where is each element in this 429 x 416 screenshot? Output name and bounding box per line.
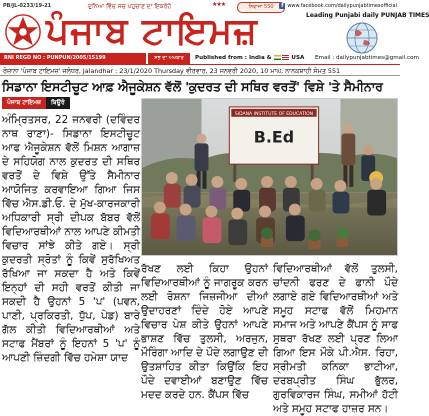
star-logo-icon [4, 13, 42, 51]
byline-source: ਪੰਜਾਬ ਟਾਇਮਜ਼ [2, 97, 46, 109]
rni-registration: RNI REGD NO : PUNPUN/2005/15199 [0, 53, 146, 64]
facebook-icon: f [281, 3, 284, 9]
facebook-link[interactable] [279, 3, 397, 9]
group-photo [141, 98, 398, 256]
stars-decoration: ★★★ [212, 1, 226, 8]
right-tagline: Leading Punjabi daily PUNJAB TIMES [306, 12, 429, 19]
article-column-1 [2, 97, 140, 400]
masthead [0, 0, 429, 78]
article-body-col1: ਅੰਮ੍ਰਿਤਸਰ, 22 ਜਨਵਰੀ (ਦਵਿੰਦਰ ਨਾਥ ਰਾਣਾ)- ਸਿਡਾਨਾ ਇਸਟੀਚੂਟ ਆਫ ਐਜੂਕੇਸ਼ਨ ਵੱਲੋਂ ਮਿਸ਼ਨ ਆਗਾਜ਼ ਦੇ ਸਹਿਯੋਗ ਨਾਲ ਕੁਦਰਤ ਦੀ ਸਥਿਰ ਵਰਤੋਂ ਦੇ ਵਿਸ਼ੇ ਉੱਤੇ ਸੈਮੀਨਾਰ ਆਯੋਜਿਤ ਕਰਵਾਇਆ ਗਿਆ ਜਿਸ ਵਿੱਚ ਐਸ.ਡੀ.ਓ. ਦੇ ਮੁੱਖ-ਕਾਰਜਕਾਰੀ ਅਧਿਕਾਰੀ ਸ੍ਰੀ ਦੀਪਕ ਬੱਬਰ ਵੱਲੋਂ ਵਿਦਿਆਰਥੀਆਂ ਨਾਲ ਆਪਣੇ ਕੀਮਤੀ ਵਿਚਾਰ ਸਾਂਝੇ ਕੀਤੇ ਗਏ। ਸ੍ਰੀ ਕੁਦਰਤੀ ਸ੍ਰੋਤਾਂ ਨੂੰ ਕਿਵੇਂ ਸੁਰੱਖਿਅਤ ਰੱਖਿਆ ਜਾ ਸਕਦਾ ਹੈ ਅਤੇ ਕਿਵੇਂ ਇਨ੍ਹਾਂ ਦੀ ਸਹੀ ਵਰਤੋਂ ਕੀਤੀ ਜਾ ਸਕਦੀ ਹੈ ਉਹਨਾਂ 5 'ਪ' (ਪਵਨ, ਪਾਣੀ, ਪ੍ਰਕਿਰਤੀ, ਧੁੱਪ, ਪੇਡ) ਬਾਰੇ ਗੱਲ ਕੀਤੀ ਵਿਦਿਆਰਥੀਆਂ ਅਤੇ ਸਟਾਫ ਮੈਂਬਰਾਂ ਨੂੰ ਇਹਨਾਂ 5 'ਪ' ਨੂੰ ਆਪਣੀ ਜ਼ਿੰਦਗੀ ਵਿੱਚ ਹਮੇਸ਼ਾ ਯਾਦ [2, 114, 140, 364]
facebook-url: www.facebook.com/dailypunjabtimesofficial [287, 3, 397, 9]
usa-text: USA [291, 55, 305, 61]
sign-text-line2: B.Ed [253, 127, 295, 147]
usa-flag-icon [282, 55, 289, 60]
india-flag-icon [274, 55, 281, 60]
globe-icon [342, 21, 382, 55]
article-column-3 [273, 262, 398, 415]
article-column-2 [141, 262, 268, 400]
sign-text-line1: SIDANA INSTITUTE OF EDUCATION [234, 111, 314, 117]
email-address: Email : dailypunjabtimes@gmail.com [315, 55, 419, 61]
article-headline: ਸਿਡਾਨਾ ਇਸਟੀਚੂਟ ਆਫ਼ ਐਜੂਕੇਸ਼ਨ ਵੱਲੋਂ 'ਕੁਦਰਤ ਦੀ ਸਥਿਰ ਵਰਤੋਂ' ਵਿਸ਼ੇ 'ਤੇ ਸੈਮੀਨਾਰ [2, 79, 383, 94]
newspaper-title: ਪੰਜਾਬ ਟਾਇਮਜ਼ [46, 10, 258, 52]
published-from [195, 55, 304, 61]
article-body-col2: ਰੱਖਣ ਲਈ ਕਿਹਾ ਉਹਨਾਂ ਵਿਦਿਆਰਥੀਆਂ ਨੂੰ ਜਾਗਰੂਕ ਕਰਨ ਲਈ ਰੋਸ਼ਨਾ ਜਿਜ਼ਜੀਆ ਦੀਆਂ ਉਦਾਹਰਣਾਂ ਦਿੰਦੇ ਹੋਏ ਆਪਣੇ ਵਿਚਾਰ ਪੇਸ਼ ਕੀਤੇ ਉਹਨਾਂ ਆਪਣੇ ਭਾਸ਼ਣ ਵਿੱਚ ਤੁਲਸੀ, ਅਰਜੁਨ, ਮੌਰਿੰਗਾ ਆਦਿ ਦੇ ਪੌਦੇ ਲਗਾਉਣ ਦੀ ਉਤਸ਼ਾਹਿਤ ਕੀਤਾ ਕਿਉਂਕਿ ਇਹ ਪੌਦੇ ਦਵਾਈਆਂ ਬਣਾਉਣ ਵਿੱਚ ਮਦਦ ਕਰਦੇ ਹਨ. ਕੈਂਪਸ ਵਿੱਚ [141, 263, 268, 401]
dateline: ਰੋਜ਼ਾਨਾ 'ਪੰਜਾਬ ਟਾਇਮਜ਼' ਜਲੰਧਰ, Jalandhar : 23/1/2020 Thursday ਵੀਰਵਾਰ, 23 ਜਨਵਰੀ 2020, 10 ਮਾਘ, ਨਾਨਕਸ਼ਾਹੀ ਸੰਮਤ 551 [0, 64, 400, 76]
motto-tag: ਸਭ ਦਾ ਅਖਬਾਰ [148, 53, 190, 64]
anniversary-badge: ਨਿਵਾਜਾ 550 [237, 2, 285, 13]
pb-code: PB/JL-0233/19-21 [3, 3, 52, 9]
article-body-col3: ਵਿਦਿਆਰਥੀਆਂ ਵੱਲੋਂ ਤੁਲਸੀ, ਚਾਂਦਨੀ ਫਰਣ ਦੇ ਫਾਨੀ ਪੌਦੇ ਲਗਾਏ ਗਏ ਵਿਦਿਆਰਥੀਆਂ ਅਤੇ ਸਮੂਹ ਸਟਾਫ ਵੱਲੋਂ ਮਿਹਮਾਨ ਸਮਾਜ ਅਤੇ ਆਪਣੇ ਕੈਂਪਸ ਨੂੰ ਸਾਫ ਸੁਥਰਾ ਰੱਖਣ ਲਈ ਪ੍ਰਣ ਲਿਆ ਗਿਆ ਇਸ ਮੌਕੇ ਪੀ.ਐਸ. ਰਿਹਾ, ਸ੍ਰੀਮਤੀ ਕਨਿਕਾ ਭਾਟੀਆ, ਦਰਬਪ੍ਰੀਤ ਸਿੰਘ ਭੁੱਲਰ, ਗੁਰਵਿਕਾਰਜ ਸਿੰਘ, ਸਮੀਆਂ ਹੱਟੀ ਅਤੇ ਸਮੂਹ ਸਟਾਫ ਹਾਜ਼ਰ ਸਨ। [273, 263, 398, 415]
top-tagline: ਦੁਨਿਆ ਵਿੱਚ ਸਚ ਪਹੁਚਾਣ ਦਾ ਇਕਰੋਹੋ [88, 3, 172, 10]
byline-role: ਬਿਊਰੋ [46, 97, 70, 109]
byline-flag [2, 97, 140, 109]
published-from-text: Published from : India & [195, 55, 272, 61]
